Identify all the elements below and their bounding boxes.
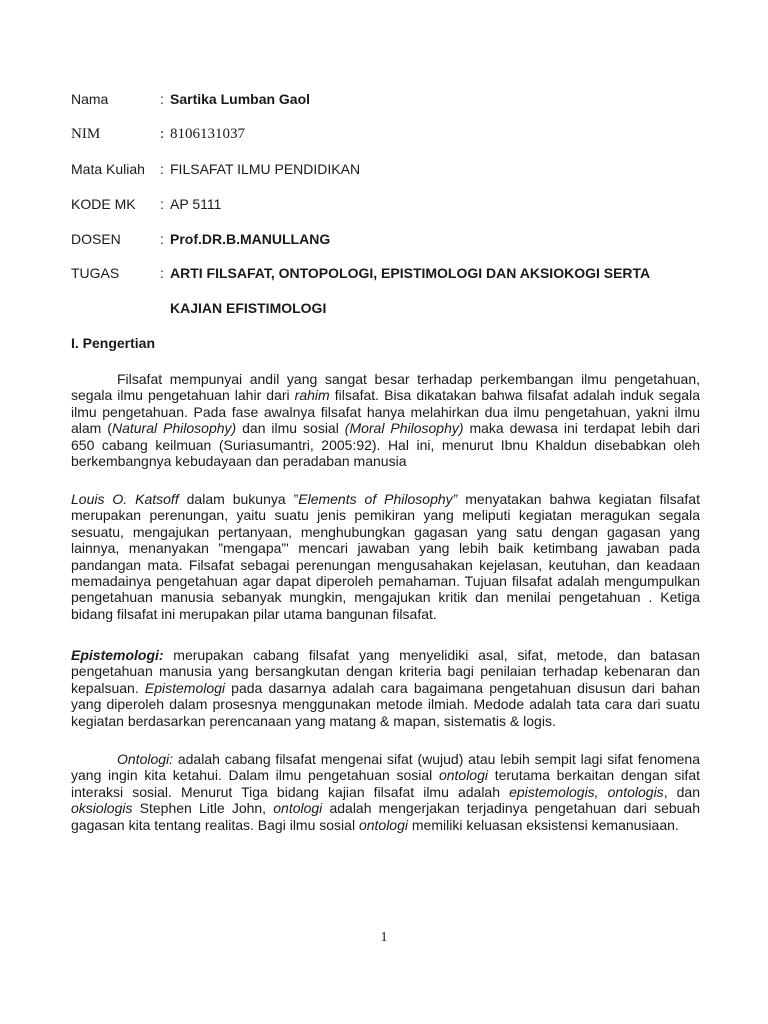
header-value-dosen: Prof.DR.B.MANULLANG bbox=[170, 231, 331, 247]
header-value-nim: 8106131037 bbox=[170, 126, 245, 142]
text-run: Stephen Litle John, bbox=[132, 800, 274, 817]
header-colon: : bbox=[160, 91, 164, 107]
header-value-kode-mk: AP 5111 bbox=[170, 196, 222, 212]
text-run-italic: ontologi bbox=[438, 767, 488, 784]
text-run-italic: rahim bbox=[294, 387, 330, 404]
text-run: terutama berkaitan dengan sifat interaksi sosial. Menurut Tiga bidang kajian filsafat ilmu adalah bbox=[71, 767, 700, 800]
text-run-bold-italic: Epistemologi: bbox=[71, 647, 164, 663]
text-run: dan ilmu sosial bbox=[236, 420, 345, 437]
text-run-italic: ontologi bbox=[358, 816, 408, 833]
text-run-italic: epistemologis, ontologis bbox=[509, 783, 664, 800]
text-run-italic: (Moral Philosophy) bbox=[344, 420, 464, 437]
header-label: Mata Kuliah bbox=[71, 161, 145, 177]
text-run-italic: Natural Philosophy) bbox=[111, 420, 237, 437]
header-label: DOSEN bbox=[71, 231, 121, 247]
header-value-nama: Sartika Lumban Gaol bbox=[170, 91, 311, 107]
text-run: Filsafat mempunyai andil yang sangat besar terhadap perkembangan ilmu pengetahuan, segala ilmu pengetahuan lahir dari bbox=[71, 371, 700, 404]
tugas-continuation: KAJIAN EFISTIMOLOGI bbox=[170, 300, 327, 316]
header-colon: : bbox=[160, 126, 165, 142]
paragraph-ontologi bbox=[71, 751, 700, 833]
text-run: merupakan cabang filsafat yang menyelidiki asal, sifat, metode, dan batasan pengetahuan manusia yang bersangkutan dengan kriteria bagi penilaian terhadap kebenaran dan kepalsuan. bbox=[71, 647, 700, 696]
header-colon: : bbox=[160, 161, 164, 177]
header-label: NIM bbox=[71, 126, 101, 142]
paragraph-filsafat bbox=[71, 371, 700, 469]
header-value-tugas: ARTI FILSAFAT, ONTOPOLOGI, EPISTIMOLOGI DAN AKSIOKOGI SERTA bbox=[170, 265, 651, 281]
header-colon: : bbox=[160, 265, 164, 281]
header-colon: : bbox=[160, 231, 164, 247]
text-run-italic: Ontologi: bbox=[117, 751, 174, 767]
text-run-italic: Elements of Philosophy” bbox=[298, 491, 458, 507]
header-colon: : bbox=[160, 196, 164, 212]
text-run-italic: Epistemologi bbox=[144, 679, 226, 696]
paragraph-katsoff bbox=[71, 491, 700, 622]
text-run: menyatakan bahwa kegiatan filsafat merupakan perenungan, yaitu suatu jenis pemikiran yang meliputi kegiatan meragukan segala sesuatu, mengajukan pertanyaan, menghubungkan gagasan yang satu dengan gagasan yang lainnya, menanyakan ”mengapa”' mencari jawaban yang lebih baik ketimbang jawaban pada pandangan mata. Filsafat sebagai perenungan mengusahakan kejelasan, keutuhan, dan keadaan memadainya pengetahuan agar dapat diperoleh pemahaman. Tujuan filsafat adalah mengumpulkan pengetahuan manusia sebanyak mungkin, mengajukan kritik dan menilai pengetahuan . Ketiga bidang filsafat ini merupakan pilar utama bangunan filsafat. bbox=[71, 491, 700, 622]
text-run-italic: oksiologis bbox=[71, 800, 133, 817]
text-run: adalah cabang filsafat mengenai sifat (wujud) atau lebih sempit lagi sifat fenomena yang ingin kita ketahui. Dalam ilmu pengetahuan sosial bbox=[71, 751, 700, 784]
text-run: filsafat. Bisa dikatakan bahwa filsafat adalah induk segala ilmu pengetahuan. Pada fase awalnya filsafat hanya melahirkan dua ilmu pengetahuan, yakni ilmu alam ( bbox=[71, 387, 700, 437]
text-run-italic: ontologi bbox=[273, 800, 323, 817]
text-run: adalah mengerjakan terjadinya pengetahuan dari sebuah gagasan kita tentang realitas. Bagi ilmu sosial bbox=[71, 800, 701, 833]
header-value-mata-kuliah: FILSAFAT ILMU PENDIDIKAN bbox=[170, 161, 361, 177]
text-run: maka dewasa ini terdapat lebih dari 650 cabang keilmuan (Suriasumantri, 2005:92). Hal ini, menurut Ibnu Khaldun disebabkan oleh berkembangnya kebudayaan dan peradaban manusia bbox=[71, 420, 700, 470]
page-number: 1 bbox=[380, 930, 388, 945]
header-label: Nama bbox=[71, 91, 109, 107]
text-run: , dan bbox=[663, 783, 701, 800]
text-run: pada dasarnya adalah cara bagaimana pengetahuan disusun dari bahan yang diperoleh dalam prosesnya menggunakan metode ilmiah. Medode adalah tata cara dari suatu kegiatan berdasarkan perencanaan yang matang & mapan, sistematis & logis. bbox=[71, 679, 700, 729]
header-label: TUGAS bbox=[71, 265, 120, 281]
header-label: KODE MK bbox=[71, 196, 136, 212]
text-run: dalam bukunya ” bbox=[178, 491, 299, 507]
text-run-italic: Louis O. Katsoff bbox=[71, 491, 179, 507]
section-title: I. Pengertian bbox=[71, 335, 156, 351]
paragraph-epistemologi bbox=[71, 647, 700, 729]
text-run: memiliki keluasan eksistensi kemanusiaan. bbox=[408, 816, 679, 833]
